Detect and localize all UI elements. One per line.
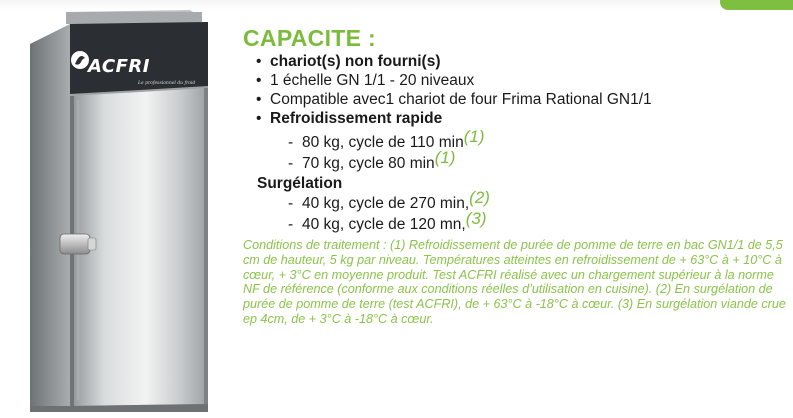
capacity-item: • Compatible avec1 chariot de four Frima Rational GN1/1 <box>256 91 652 108</box>
cooling-item: - 80 kg, cycle de 110 min(1) <box>288 127 485 151</box>
cabinet-top-block <box>66 12 202 24</box>
capacity-section <box>243 24 791 327</box>
brand-tagline: Le professionnel du froid <box>138 81 196 86</box>
product-image-blast-chiller <box>30 8 220 412</box>
bullet-icon: • <box>256 53 262 70</box>
cooling-item: - 70 kg, cycle 80 min(1) <box>288 147 456 172</box>
bullet-icon: • <box>256 110 262 127</box>
footnote-ref: (2) <box>469 188 490 207</box>
footnote-ref: (3) <box>465 208 487 228</box>
capacity-item: • 1 échelle GN 1/1 - 20 niveaux <box>256 72 475 89</box>
door-handle <box>60 234 90 254</box>
brand-logo: ACFRI <box>88 56 150 77</box>
bullet-icon: • <box>256 91 262 108</box>
freezing-item: - 40 kg, cycle de 270 min,(2) <box>288 188 490 212</box>
capacity-item: • chariot(s) non fourni(s) <box>256 53 441 70</box>
top-accent-tab <box>720 0 793 10</box>
capacity-item: • Refroidissement rapide <box>256 110 443 127</box>
cooling-list <box>243 127 791 173</box>
freezing-list <box>243 188 791 234</box>
footnote-ref: (1) <box>463 127 485 146</box>
capacity-list <box>243 52 791 128</box>
capacity-heading: CAPACITE : <box>243 25 376 51</box>
bullet-icon: • <box>256 72 262 89</box>
freezing-item: - 40 kg, cycle de 120 mn,(3) <box>288 208 487 233</box>
treatment-conditions: Conditions de traitement : (1) Refroidissement de purée de pomme de terre en bac GN1/1 de 5,5 cm de hauteur, 5 kg par niveau. Températures atteintes en refroidissement de + 63°C à + 10°C à cœur, + 3°C en moyenne produit. Test ACFRI réalisé avec un chargement supérieur à la norme NF de référence (conforme aux conditions réelles d’utilisation en cuisine). (2) En surgélation de purée de pomme de terre (test ACFRI), de + 63°C à -18°C à cœur. (3) En surgélation viande crue ep 4cm, de + 3°C à -18°C à cœur. <box>243 238 786 326</box>
footnote-ref: (1) <box>434 147 456 167</box>
freezing-title: Surgélation <box>257 175 343 192</box>
cabinet-side-panel <box>30 24 70 408</box>
